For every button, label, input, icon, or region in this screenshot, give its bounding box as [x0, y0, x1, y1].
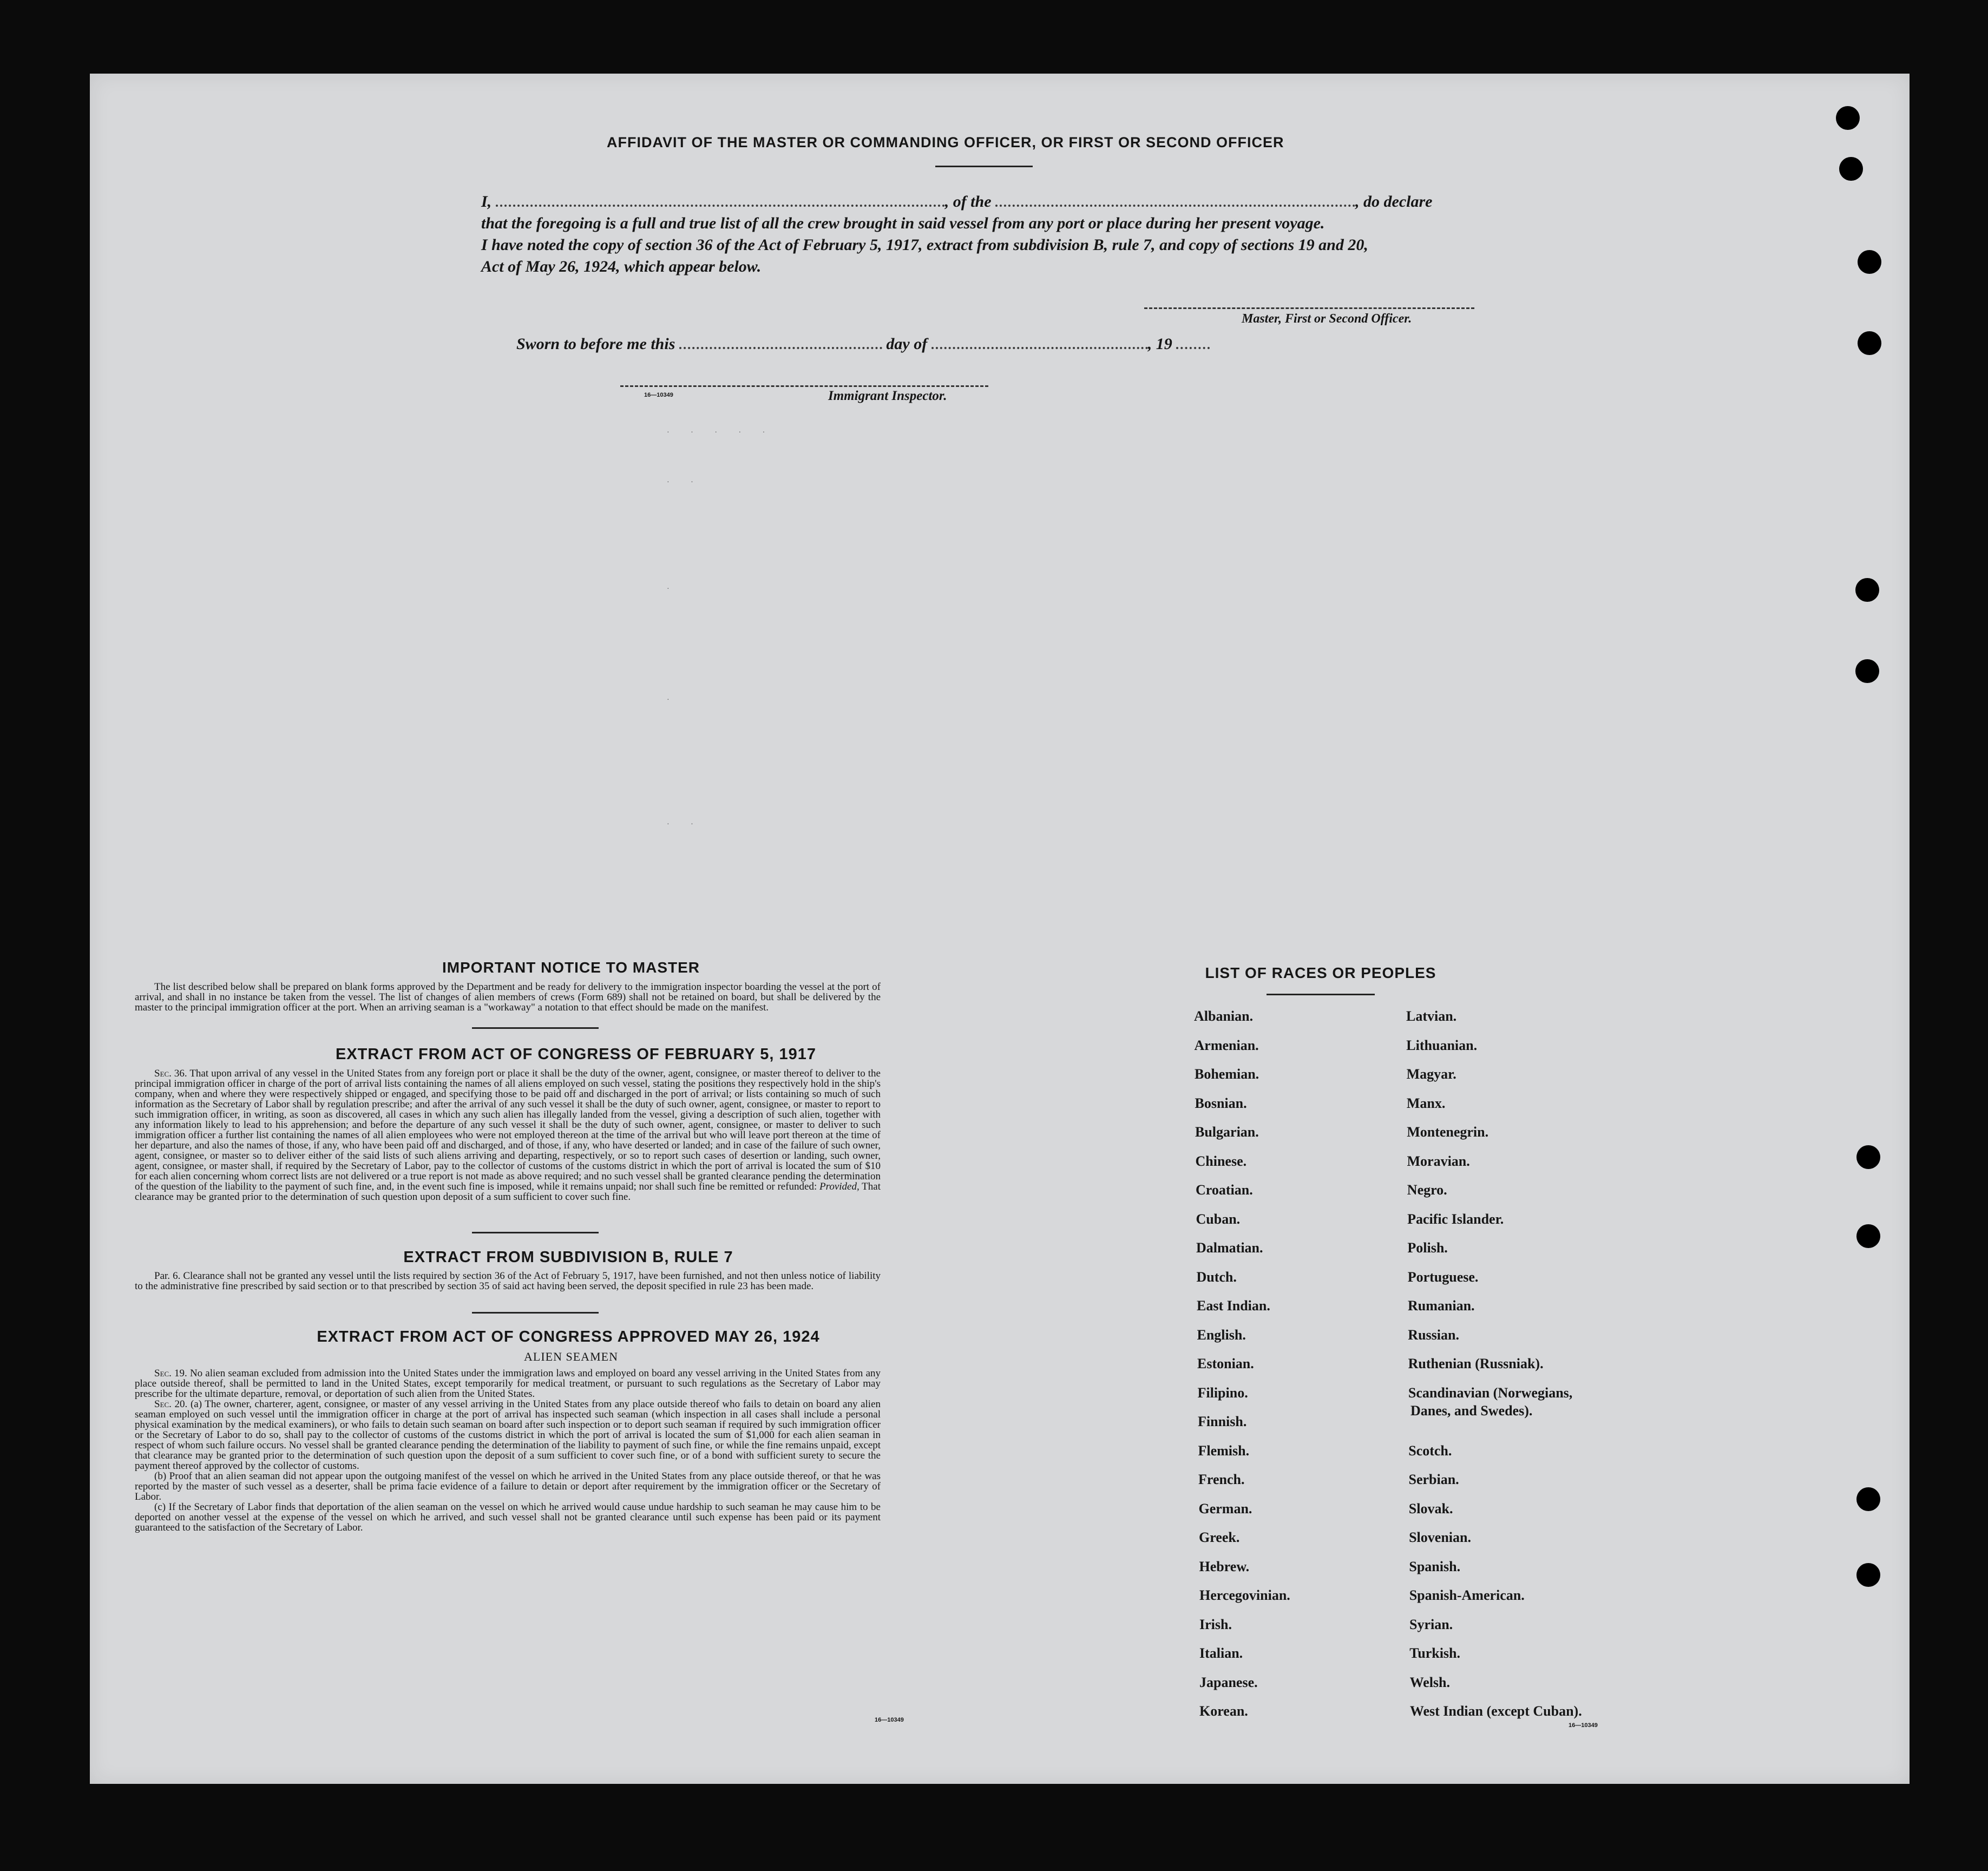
- year-label: , 19: [1147, 335, 1172, 353]
- sec-36-text: That upon arrival of any vessel in the United States from any foreign port or place it shall be the duty of the owner, agent, consignee, or master thereof to deliver to the principal immigration officer in charge of the port of arrival lists containing the names of all aliens employed on such vessel, stating the positions they respectively hold in the ship's company, when and where they were respectively shipped or engaged, and specifying those to be paid off and discharged in the port of arrival; or lists containing so much of such information as the Secretary of Labor shall by regulation prescribe; and after the arrival of any such vessel it shall be the duty of such owner, agent, consignee, or master to report to such immigration officer, in writing, as soon as discovered, all cases in which any such alien has illegally landed from the vessel, giving a description of such alien, together with any information likely to lead to his apprehension; and before the departure of any such vessel it shall be the duty of such owner, agent, consignee, or master to deliver to such immigration officer a further list containing the names of all alien employees who were not employed thereon at the time of the arrival but who will leave port thereon at the time of her departure, and also the names of those, if any, who have been paid off and discharged, and of those, if any, who have deserted or landed; and in case of the failure of such owner, agent, consignee, or master so to deliver either of the said lists of such aliens arriving and departing, respectively, or so to report such cases of desertion or landing, such owner, agent, consignee, or master shall, if required by the Secretary of Labor, pay to the collector of customs of the customs district in which the port of arrival is located the sum of $10 for each alien concerning whom correct lists are not delivered or a true report is not made as above required; and no such vessel shall be granted clearance pending the determination of the question of the liability to the payment of such fine, and, in the event such fine is imposed, while it remains unpaid; nor shall such fine be remitted or refunded:: [135, 1068, 881, 1192]
- provided-label: Provided,: [819, 1181, 860, 1192]
- race-item: Dutch.: [1196, 1269, 1237, 1285]
- punch-hole: [1856, 1487, 1880, 1511]
- race-item: Turkish.: [1409, 1645, 1461, 1661]
- affidavit-line-2: that the foregoing is a full and true list of all the crew brought in said vessel from any port or place during her present voyage.: [481, 214, 1325, 232]
- race-item: Finnish.: [1198, 1414, 1247, 1429]
- race-item: Moravian.: [1407, 1153, 1470, 1169]
- race-item: Portuguese.: [1407, 1269, 1479, 1285]
- vessel-name-field[interactable]: [995, 205, 1355, 207]
- day-of-label: day of: [886, 335, 928, 353]
- specks: ·: [667, 585, 679, 593]
- race-item: Syrian.: [1409, 1616, 1453, 1632]
- race-item: Croatian.: [1196, 1182, 1253, 1198]
- extract-1917-title: EXTRACT FROM ACT OF CONGRESS OF FEBRUARY 5, 1917: [336, 1046, 817, 1063]
- extract-form-code: 16—10349: [875, 1717, 904, 1723]
- race-item: Scandinavian (Norwegians,: [1408, 1384, 1573, 1401]
- sec-20c: (c) If the Secretary of Labor finds that deportation of the alien seaman on the vessel on which he arrived would cause undue hardship to such seaman he may cause him to be deported on another vessel at the expense of the vessel on which he arrived, and such vessel shall not be granted clearance until such expense has been paid or its payment guaranteed to the satisfaction of the Secretary of Labor.: [135, 1501, 881, 1533]
- race-item: Lithuanian.: [1406, 1037, 1478, 1053]
- races-form-code: 16—10349: [1569, 1722, 1598, 1729]
- extract-1924-body: [135, 1368, 881, 1533]
- race-item: Armenian.: [1194, 1037, 1259, 1053]
- race-item: Magyar.: [1406, 1066, 1456, 1082]
- specks: · · · · ·: [667, 429, 775, 437]
- divider: [472, 1232, 599, 1233]
- race-item: Albanian.: [1194, 1008, 1254, 1024]
- punch-hole: [1858, 331, 1881, 355]
- do-declare-label: , do declare: [1355, 193, 1433, 211]
- race-item: West Indian (except Cuban).: [1409, 1703, 1582, 1719]
- race-item: Slovak.: [1408, 1500, 1453, 1517]
- race-item: Flemish.: [1198, 1442, 1250, 1459]
- affidavit-line-3: I have noted the copy of section 36 of the Act of February 5, 1917, extract from subdivision B, rule 7, and copy of sections 19 and 20,: [481, 236, 1368, 254]
- divider: [472, 1312, 599, 1314]
- form-sheet: [90, 74, 1910, 1784]
- sworn-day-field[interactable]: [679, 347, 882, 349]
- race-item: Spanish-American.: [1409, 1587, 1525, 1603]
- race-item: Japanese.: [1199, 1674, 1258, 1690]
- race-item: French.: [1198, 1472, 1245, 1487]
- race-item: English.: [1197, 1327, 1246, 1343]
- race-item: Korean.: [1199, 1703, 1248, 1719]
- race-scandinavian-continued: Danes, and Swedes).: [1410, 1403, 1533, 1419]
- inspector-caption: Immigrant Inspector.: [828, 389, 947, 403]
- notice-title: IMPORTANT NOTICE TO MASTER: [442, 959, 700, 976]
- race-item: Bulgarian.: [1195, 1124, 1259, 1140]
- race-item: Dalmatian.: [1196, 1240, 1263, 1256]
- i-label: I,: [481, 193, 492, 211]
- race-item: Pacific Islander.: [1407, 1211, 1504, 1227]
- specks: · ·: [667, 820, 703, 829]
- race-item: Welsh.: [1409, 1674, 1451, 1690]
- race-item: Russian.: [1408, 1327, 1459, 1343]
- sec-20-label: Sec. 20.: [154, 1399, 188, 1410]
- punch-hole: [1855, 659, 1879, 683]
- sworn-label: Sworn to before me this: [516, 335, 675, 353]
- master-signature-caption: Master, First or Second Officer.: [1242, 312, 1412, 326]
- officer-name-field[interactable]: [496, 205, 945, 207]
- affidavit-form-code: 16—10349: [644, 392, 673, 398]
- sec-19-label: Sec. 19.: [154, 1368, 187, 1379]
- affidavit-line-4: Act of May 26, 1924, which appear below.: [481, 258, 762, 275]
- races-title-underline: [1267, 994, 1375, 995]
- race-item: Hercegovinian.: [1199, 1587, 1290, 1603]
- race-item: Filipino.: [1197, 1384, 1248, 1401]
- punch-hole: [1855, 578, 1879, 602]
- rule7-title: EXTRACT FROM SUBDIVISION B, RULE 7: [403, 1249, 733, 1266]
- sec-19-text: No alien seaman excluded from admission into the United States under the immigration laws and employed on board any vessel arriving in the United States from any place outside thereof, shall be permitted to land in the United States, except temporarily for medical treatment, or pursuant to such regulations as the Secretary of Labor may prescribe for the ultimate departure, removal, or deportation of such alien from the United States.: [135, 1368, 881, 1400]
- race-item: Hebrew.: [1199, 1558, 1250, 1574]
- race-item: Serbian.: [1408, 1472, 1459, 1487]
- punch-hole: [1856, 1145, 1880, 1169]
- alien-seamen-subtitle: ALIEN SEAMEN: [524, 1350, 618, 1363]
- race-item: Cuban.: [1196, 1211, 1241, 1227]
- race-item: East Indian.: [1197, 1298, 1270, 1314]
- notice-body: The list described below shall be prepared on blank forms approved by the Department and be ready for delivery to the immigration inspector boarding the vessel at the port of arrival, and shall in no instance be taken from the vessel. The list of changes of alien members of crews (Form 689) shall not be retained on board, but shall be delivered by the master to the principal immigration officer at the port. When an arriving seaman is a "workaway" a notation to that effect should be made on the manifest.: [135, 981, 881, 1013]
- race-item: Bohemian.: [1195, 1066, 1259, 1082]
- race-item: Scotch.: [1408, 1442, 1452, 1459]
- specks: ·: [667, 696, 679, 704]
- race-item: Spanish.: [1409, 1558, 1461, 1574]
- divider: [472, 1027, 599, 1029]
- sworn-line: [516, 335, 1210, 353]
- extract-1924-title: EXTRACT FROM ACT OF CONGRESS APPROVED MAY 26, 1924: [317, 1328, 820, 1345]
- affidavit-title: AFFIDAVIT OF THE MASTER OR COMMANDING OFFICER, OR FIRST OR SECOND OFFICER: [607, 134, 1284, 150]
- race-item: Polish.: [1407, 1240, 1448, 1256]
- title-underline: [935, 166, 1033, 167]
- sec-36-end: That clearance may be granted prior to the determination of such question upon deposit of a sum sufficient to cover such fine.: [135, 1181, 881, 1203]
- sworn-month-field[interactable]: [931, 347, 1148, 349]
- punch-hole: [1858, 250, 1881, 274]
- race-item: Bosnian.: [1195, 1095, 1247, 1111]
- master-signature-line[interactable]: [1144, 307, 1474, 309]
- sworn-year-field[interactable]: [1176, 347, 1210, 349]
- sec-20b: (b) Proof that an alien seaman did not appear upon the outgoing manifest of the vessel on which he arrived in the United States from any place outside thereof, or that he was reported by the master of such vessel as a deserter, shall be prima facie evidence of a failure to detain or deport after requirement by the immigration officer or the Secretary of Labor.: [135, 1470, 881, 1502]
- race-item: Irish.: [1199, 1616, 1232, 1632]
- race-item: Slovenian.: [1409, 1529, 1471, 1545]
- sec-20a: [135, 1399, 881, 1471]
- race-item: Manx.: [1406, 1095, 1446, 1111]
- punch-hole: [1856, 1563, 1880, 1587]
- race-item: Estonian.: [1197, 1356, 1254, 1371]
- inspector-signature-line[interactable]: [620, 385, 988, 387]
- sec-20a-text: (a) The owner, charterer, agent, consignee, or master of any vessel arriving in the United States from any place outside thereof who fails to detain on board any alien seaman employed on such vessel until the immigration officer in charge at the port of arrival has inspected such seaman (which inspection in all cases shall include a personal physical examination by the medical examiners), or who fails to detain such seaman on board after such inspection or to deport such seaman if required by such immigration officer or the Secretary of Labor to do so, shall pay to the collector of customs of the customs district in which the port of arrival is located the sum of $1,000 for each alien seaman in respect of whom such failure occurs. No vessel shall be granted clearance pending the determination of the liability to payment of such fine, or while the fine remains unpaid, except that clearance may be granted prior to the determination of such question upon the deposit of a sum sufficient to cover such fine, or of a bond with sufficient surety to secure the payment thereof approved by the collector of customs.: [135, 1399, 881, 1472]
- race-item: Latvian.: [1406, 1008, 1457, 1024]
- punch-hole: [1836, 106, 1860, 130]
- race-item: Greek.: [1199, 1529, 1240, 1545]
- race-item: Chinese.: [1195, 1153, 1247, 1169]
- race-item: Rumanian.: [1408, 1298, 1475, 1314]
- of-the-label: , of the: [944, 193, 992, 211]
- race-item: Montenegrin.: [1407, 1124, 1489, 1140]
- punch-hole: [1856, 1224, 1880, 1248]
- race-item: Negro.: [1407, 1182, 1447, 1198]
- sec-36-label: Sec. 36.: [154, 1068, 187, 1079]
- race-item: Ruthenian (Russniak).: [1408, 1356, 1544, 1371]
- punch-hole: [1839, 157, 1863, 181]
- race-item: Italian.: [1199, 1645, 1243, 1661]
- sec-19: [135, 1368, 881, 1399]
- specks: · ·: [667, 478, 703, 487]
- race-item: German.: [1198, 1500, 1252, 1517]
- rule7-body: Par. 6. Clearance shall not be granted any vessel until the lists required by section 36 of the Act of February 5, 1917, have been furnished, and not then unless notice of liability to the administrative fine prescribed by said section or to that prescribed by section 35 of said act having been served, the deposit specified in rule 23 has been made.: [135, 1270, 881, 1292]
- affidavit-line-1: [481, 193, 1432, 211]
- races-title: LIST OF RACES OR PEOPLES: [1205, 964, 1436, 981]
- extract-1917-body: [135, 1068, 881, 1202]
